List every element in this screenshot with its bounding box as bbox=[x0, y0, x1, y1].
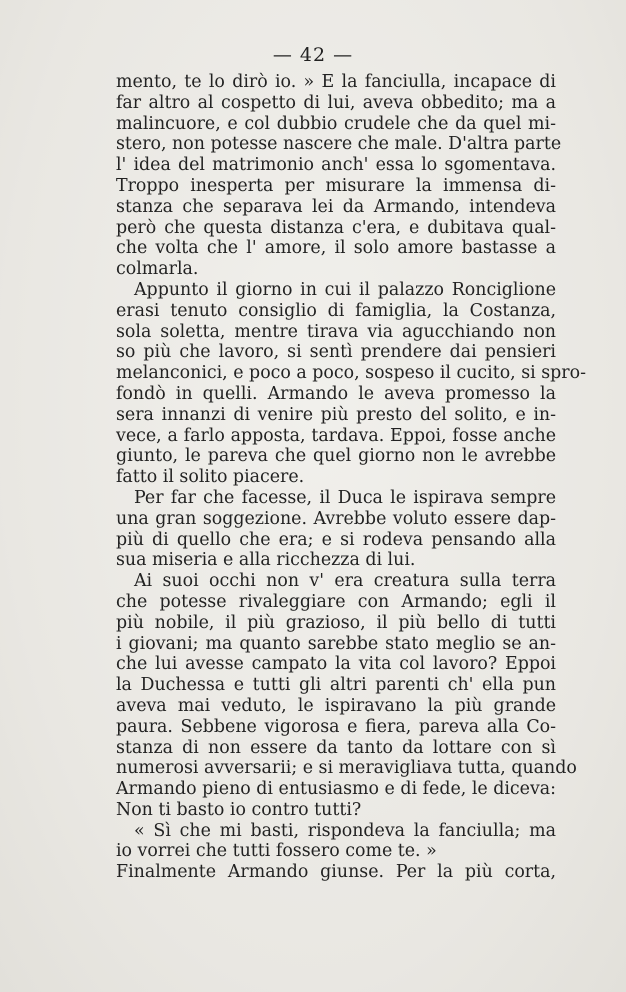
text-line: numerosi avversarii; e si meravigliava tutta, quando bbox=[116, 758, 577, 779]
text-line: vece, a farlo apposta, tardava. Eppoi, fosse anche bbox=[116, 425, 556, 446]
text-line: giunto, le pareva che quel giorno non le avrebbe bbox=[116, 446, 556, 467]
text-line: stanza che separava lei da Armando, intendeva bbox=[116, 196, 556, 217]
text-line: Ai suoi occhi non v' era creatura sulla terra bbox=[134, 571, 556, 592]
text-line: so più che lavoro, si sentì prendere dai pensieri bbox=[116, 342, 556, 363]
text-line: sua miseria e alla ricchezza di lui. bbox=[116, 550, 416, 571]
text-line: che lui avesse campato la vita col lavoro? Eppoi bbox=[116, 654, 556, 675]
text-line: Armando pieno di entusiasmo e di fede, le diceva: bbox=[116, 779, 556, 800]
text-line: erasi tenuto consiglio di famiglia, la Costanza, bbox=[116, 300, 556, 321]
text-line: fondò in quelli. Armando le aveva promesso la bbox=[116, 383, 556, 404]
text-line: stero, non potesse nascere che male. D'altra parte bbox=[116, 134, 562, 155]
text-line: far altro al cospetto di lui, aveva obbedito; ma a bbox=[116, 92, 556, 113]
text-line: Appunto il giorno in cui il palazzo Ronciglione bbox=[134, 279, 556, 300]
text-line: melanconici, e poco a poco, sospeso il cucito, si spro- bbox=[116, 363, 586, 384]
text-line: stanza di non essere da tanto da lottare con sì bbox=[116, 737, 556, 758]
text-line: « Sì che mi basti, rispondeva la fanciulla; ma bbox=[134, 820, 556, 841]
text-line: sera innanzi di venire più presto del solito, e in- bbox=[116, 404, 556, 425]
text-line: più di quello che era; e si rodeva pensando alla bbox=[116, 529, 556, 550]
text-line: che potesse rivaleggiare con Armando; egli il bbox=[116, 591, 556, 612]
text-line: mento, te lo dirò io. » E la fanciulla, incapace di bbox=[116, 72, 556, 92]
text-line: i giovani; ma quanto sarebbe stato meglio se an- bbox=[116, 633, 556, 654]
text-line: Per far che facesse, il Duca le ispirava sempre bbox=[134, 487, 556, 508]
page-number: — 42 — bbox=[272, 44, 354, 66]
text-line: aveva mai veduto, le ispiravano la più grande bbox=[116, 695, 556, 716]
text-line: che volta che l' amore, il solo amore bastasse a bbox=[116, 238, 556, 259]
text-line: paura. Sebbene vigorosa e fiera, pareva alla Co- bbox=[116, 716, 556, 737]
text-line: colmarla. bbox=[116, 259, 199, 280]
text-line: l' idea del matrimonio anch' essa lo sgomentava. bbox=[116, 155, 556, 176]
text-line: più nobile, il più grazioso, il più bello di tutti bbox=[116, 612, 556, 633]
text-line: una gran soggezione. Avrebbe voluto essere dap- bbox=[116, 508, 556, 529]
text-line: la Duchessa e tutti gli altri parenti ch' ella pun bbox=[116, 675, 556, 696]
text-line: Troppo inesperta per misurare la immensa di- bbox=[116, 175, 556, 196]
text-line: sola soletta, mentre tirava via agucchiando non bbox=[116, 321, 556, 342]
text-line: Finalmente Armando giunse. Per la più corta, bbox=[116, 862, 556, 883]
body-text bbox=[116, 72, 586, 883]
text-line: Non ti basto io contro tutti? bbox=[116, 799, 362, 820]
text-line: io vorrei che tutti fossero come te. » bbox=[116, 841, 437, 862]
text-line: malincuore, e col dubbio crudele che da quel mi- bbox=[116, 113, 556, 134]
text-line: fatto il solito piacere. bbox=[116, 467, 305, 488]
text-line: però che questa distanza c'era, e dubitava qual- bbox=[116, 217, 556, 238]
